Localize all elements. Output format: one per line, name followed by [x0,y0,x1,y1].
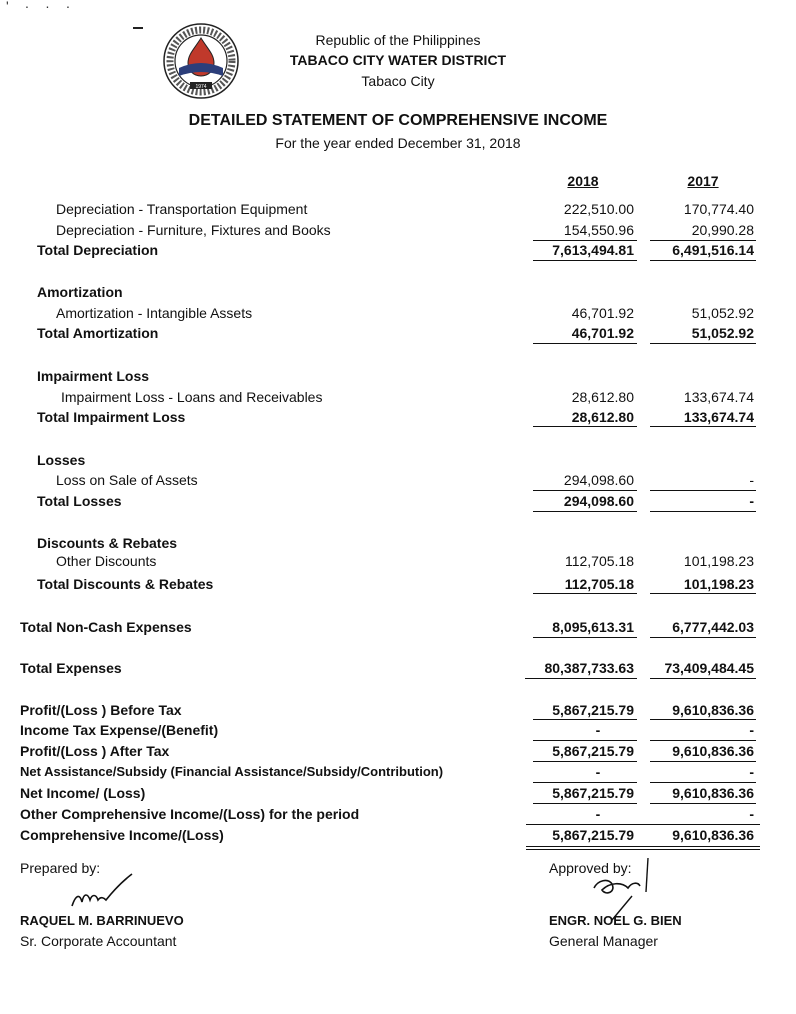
table-row [0,303,796,323]
value-2017: 6,777,442.03 [672,619,754,635]
value-2018: 28,612.80 [571,409,634,425]
header-republic: Republic of the Philippines [315,32,481,48]
value-2017: - [749,806,754,822]
double-rule [526,846,760,847]
section-heading [0,282,796,302]
table-row-total [0,658,796,678]
value-2017: - [749,764,754,780]
table-row [0,199,796,219]
value-2018: 46,701.92 [571,305,634,321]
value-2018: 112,705.18 [564,576,634,592]
row-label: Total Losses [37,493,122,509]
value-2018: 28,612.80 [571,389,634,405]
approved-signature [588,852,658,922]
rule [650,240,756,241]
rule [650,343,756,344]
row-label: Discounts & Rebates [37,535,178,551]
prepared-by-title: Sr. Corporate Accountant [20,933,177,949]
scan-marks: ' · · · [6,0,77,14]
rule [533,240,637,241]
rule [533,260,637,261]
value-2018: 5,867,215.79 [552,827,634,843]
row-label: Net Income/ (Loss) [20,785,146,801]
rule [533,637,637,638]
row-label: Total Impairment Loss [37,409,186,425]
row-label: Total Amortization [37,325,159,341]
row-label: Total Depreciation [37,242,159,258]
header-city: Tabaco City [361,73,435,89]
approved-by-label: Approved by: [549,860,632,876]
section-heading [0,450,796,470]
value-2018: 8,095,613.31 [552,619,634,635]
table-row [0,470,796,490]
row-label: Income Tax Expense/(Benefit) [20,722,219,738]
section-heading [0,366,796,386]
value-2018: 294,098.60 [563,472,634,488]
row-label: Impairment Loss - Loans and Receivables [61,389,323,405]
table-row-total [0,741,796,761]
row-label: Depreciation - Furniture, Fixtures and Books [56,222,331,238]
row-label: Other Comprehensive Income/(Loss) for the period [20,806,360,822]
row-label: Profit/(Loss ) Before Tax [20,702,182,718]
row-label: Depreciation - Transportation Equipment [56,201,308,217]
row-label: Losses [37,452,86,468]
value-2018: - [595,764,601,780]
prepared-by-label: Prepared by: [20,860,101,876]
table-row [0,551,796,571]
value-2018: 7,613,494.81 [552,242,634,258]
rule [533,511,637,512]
table-row-total [0,491,796,511]
row-label: Comprehensive Income/(Loss) [20,827,224,843]
row-label: Net Assistance/Subsidy (Financial Assistance/Subsidy/Contribution) [20,764,444,779]
table-row-total [0,617,796,637]
row-label: Amortization [37,284,123,300]
column-header-2017: 2017 [687,173,719,189]
rule [650,260,756,261]
value-2017: 101,198.23 [683,553,754,569]
value-2018: - [595,722,601,738]
statement-title: DETAILED STATEMENT OF COMPREHENSIVE INCOME [188,112,608,129]
row-label: Total Non-Cash Expenses [20,619,192,635]
table-row-total [0,720,796,740]
rule [525,678,637,679]
approved-by-name: ENGR. NOEL G. BIEN [549,913,682,928]
value-2018: 5,867,215.79 [552,743,634,759]
value-2018: 80,387,733.63 [544,660,634,676]
row-label: Impairment Loss [37,368,150,384]
table-row [0,220,796,240]
table-row-total [0,762,796,782]
value-2017: 9,610,836.36 [672,785,754,801]
value-2017: 9,610,836.36 [672,743,754,759]
rule [650,637,756,638]
value-2017: 101,198.23 [683,576,754,592]
rule [533,593,637,594]
value-2018: 5,867,215.79 [552,785,634,801]
value-2018: - [595,806,601,822]
rule [650,511,756,512]
table-row-total [0,407,796,427]
row-label: Other Discounts [56,553,157,569]
column-header-2018: 2018 [567,173,599,189]
row-label: Total Expenses [20,660,122,676]
value-2017: - [749,722,754,738]
table-row-total [0,804,796,824]
table-row [0,387,796,407]
value-2018: 5,867,215.79 [552,702,634,718]
rule [533,343,637,344]
table-row-total [0,783,796,803]
value-2017: 6,491,516.14 [672,242,754,258]
table-row-total [0,825,796,845]
double-rule [526,849,760,850]
row-label: Total Discounts & Rebates [37,576,214,592]
table-row-total [0,323,796,343]
scan-dash [133,27,143,29]
section-heading [0,533,796,553]
rule [650,678,756,679]
value-2017: 9,610,836.36 [672,827,754,843]
row-label: Loss on Sale of Assets [56,472,198,488]
header-agency: TABACO CITY WATER DISTRICT [289,52,507,68]
row-label: Profit/(Loss ) After Tax [20,743,170,759]
value-2017: 133,674.74 [683,409,754,425]
value-2017: 133,674.74 [683,389,754,405]
row-label: Amortization - Intangible Assets [56,305,253,321]
table-row-total [0,574,796,594]
prepared-signature [68,872,138,914]
seal-year: 1974 [195,84,207,90]
table-row-total [0,700,796,720]
value-2017: 51,052.92 [691,305,754,321]
prepared-by-name: RAQUEL M. BARRINUEVO [20,913,184,928]
value-2018: 46,701.92 [571,325,634,341]
value-2017: 73,409,484.45 [664,660,754,676]
value-2018: 112,705.18 [564,553,634,569]
value-2018: 154,550.96 [563,222,634,238]
value-2017: 9,610,836.36 [672,702,754,718]
value-2017: - [749,493,754,509]
rule [650,426,756,427]
rule [533,426,637,427]
statement-period: For the year ended December 31, 2018 [275,135,521,151]
table-row-total [0,240,796,260]
value-2017: 170,774.40 [683,201,754,217]
value-2018: 294,098.60 [563,493,634,509]
rule [650,593,756,594]
value-2018: 222,510.00 [563,201,634,217]
value-2017: 20,990.28 [691,222,754,238]
value-2017: 51,052.92 [691,325,754,341]
approved-by-title: General Manager [549,933,658,949]
value-2017: - [749,472,754,488]
